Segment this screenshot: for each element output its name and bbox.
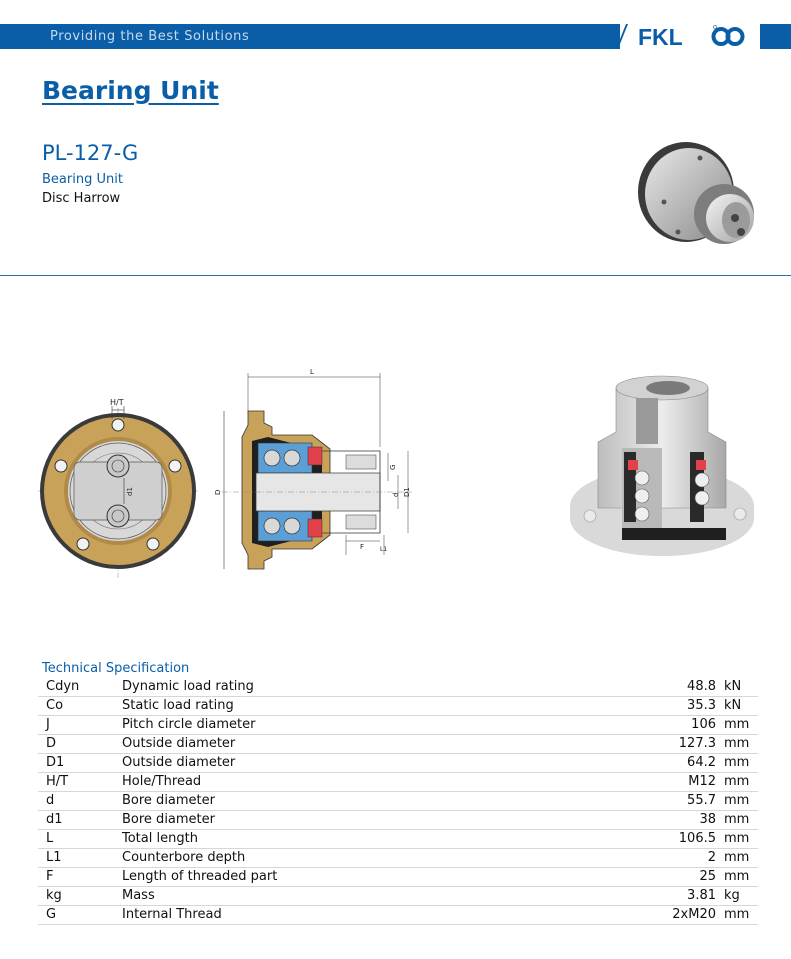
header-banner	[0, 24, 791, 49]
section-view-drawing	[212, 365, 422, 575]
spec-description: Length of threaded part	[122, 869, 278, 885]
spec-unit: mm	[724, 793, 750, 809]
spec-row	[38, 754, 758, 773]
spec-symbol: H/T	[46, 774, 69, 790]
spec-unit: kg	[724, 888, 740, 904]
spec-row	[38, 792, 758, 811]
spec-description: Dynamic load rating	[122, 679, 254, 695]
front-label-bore: d1	[126, 487, 134, 496]
spec-description: Hole/Thread	[122, 774, 202, 790]
spec-row	[38, 716, 758, 735]
fkl-logo	[604, 24, 754, 49]
spec-description: Counterbore depth	[122, 850, 246, 866]
application: Disc Harrow	[42, 191, 121, 206]
spec-unit: mm	[724, 831, 750, 847]
spec-row	[38, 735, 758, 754]
spec-unit: kN	[724, 698, 742, 714]
spec-description: Internal Thread	[122, 907, 222, 923]
banner-bar	[0, 24, 620, 49]
front-view-drawing	[38, 398, 200, 583]
section-label-thread-length: F	[360, 543, 365, 551]
spec-value: 25	[699, 869, 716, 885]
spec-value: 127.3	[678, 736, 716, 752]
spec-value: 35.3	[687, 698, 716, 714]
spec-description: Pitch circle diameter	[122, 717, 256, 733]
section-divider	[0, 275, 791, 276]
product-type: Bearing Unit	[42, 172, 123, 187]
spec-symbol: F	[46, 869, 54, 885]
spec-row	[38, 849, 758, 868]
spec-description: Outside diameter	[122, 736, 236, 752]
spec-symbol: Cdyn	[46, 679, 80, 695]
spec-row	[38, 697, 758, 716]
spec-symbol: d	[46, 793, 55, 809]
part-number: PL-127-G	[42, 141, 139, 165]
spec-description: Bore diameter	[122, 793, 215, 809]
spec-description: Bore diameter	[122, 812, 215, 828]
spec-value: 64.2	[687, 755, 716, 771]
spec-unit: mm	[724, 850, 750, 866]
spec-symbol: G	[46, 907, 57, 923]
spec-symbol: kg	[46, 888, 62, 904]
brand-logo-text: FKL	[638, 24, 683, 49]
section-label-counterbore: L1	[380, 546, 388, 553]
spec-row	[38, 868, 758, 887]
spec-symbol: D	[46, 736, 57, 752]
spec-value: 48.8	[687, 679, 716, 695]
spec-row	[38, 830, 758, 849]
spec-table	[38, 678, 758, 925]
spec-row	[38, 887, 758, 906]
spec-row	[38, 906, 758, 925]
spec-row	[38, 811, 758, 830]
spec-value: 106	[691, 717, 716, 733]
spec-row	[38, 773, 758, 792]
spec-unit: mm	[724, 869, 750, 885]
spec-unit: mm	[724, 774, 750, 790]
spec-unit: mm	[724, 755, 750, 771]
spec-value: 2	[707, 850, 716, 866]
banner-bar-end	[760, 24, 791, 49]
spec-symbol: d1	[46, 812, 63, 828]
spec-value: 38	[699, 812, 716, 828]
spec-description: Outside diameter	[122, 755, 236, 771]
spec-row	[38, 678, 758, 697]
spec-symbol: L	[46, 831, 54, 847]
spec-unit: mm	[724, 717, 750, 733]
document-title: Bearing Unit	[42, 76, 219, 105]
spec-symbol: D1	[46, 755, 65, 771]
spec-symbol: J	[46, 717, 50, 733]
spec-value: 55.7	[687, 793, 716, 809]
spec-description: Mass	[122, 888, 155, 904]
spec-description: Total length	[122, 831, 198, 847]
spec-unit: mm	[724, 736, 750, 752]
spec-unit: mm	[724, 907, 750, 923]
tagline: Providing the Best Solutions	[50, 29, 250, 44]
spec-symbol: L1	[46, 850, 62, 866]
cutaway-render	[562, 368, 762, 566]
spec-value: 106.5	[678, 831, 716, 847]
spec-title: Technical Specification	[42, 661, 190, 676]
section-label-outer: D1	[403, 487, 411, 497]
section-label-length: L	[310, 368, 314, 376]
section-label-outside: D	[214, 489, 222, 495]
spec-description: Static load rating	[122, 698, 234, 714]
spec-symbol: Co	[46, 698, 64, 714]
spec-value: 3.81	[687, 888, 716, 904]
spec-value: M12	[688, 774, 716, 790]
spec-unit: mm	[724, 812, 750, 828]
spec-value: 2xM20	[672, 907, 716, 923]
section-label-thread: G	[389, 464, 397, 470]
product-photo	[634, 140, 764, 258]
section-label-bore: d	[392, 492, 400, 497]
spec-unit: kN	[724, 679, 742, 695]
front-label-hole-thread: H/T	[110, 398, 124, 407]
